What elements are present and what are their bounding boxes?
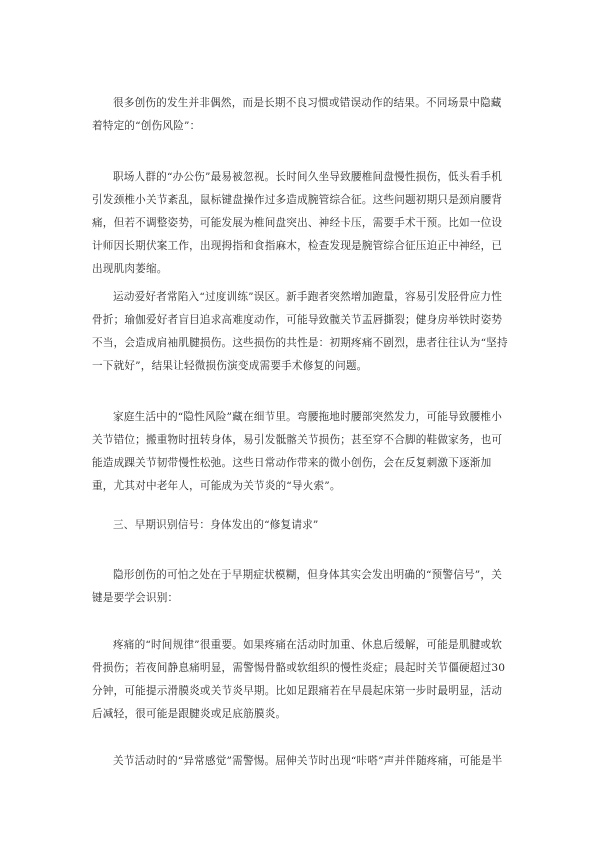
paragraph-text: 运动爱好者常陷入“过度训练”误区。新手跑者突然增加跑量，容易引发胫骨应力性骨折；瑜伽爱好者盲目追求高难度动作，可能导致髋关节盂唇撕裂；健身房举铁时姿势不当，会造成肩袖肌腱损伤。这些损伤的共性是：初期疼痛不剧烈，患者往往认为“坚持一下就好”，结果让轻微损伤演变成需要手术修复的问题。 xyxy=(92,291,508,372)
intro-paragraph xyxy=(92,92,510,138)
joint-sensation-paragraph xyxy=(92,750,510,773)
section-heading: 三、早期识别信号：身体发出的“修复请求” xyxy=(113,519,319,531)
early-signal-intro-paragraph xyxy=(92,564,510,610)
paragraph-text: 家庭生活中的“隐性风险”藏在细节里。弯腰拖地时腰部突然发力，可能导致腰椎小关节错位；搬重物时扭转身体，易引发骶髂关节损伤；甚至穿不合脚的鞋做家务，也可能造成踝关节韧带慢性松弛。这些日常动作带来的微小创伤，会在反复刺激下逐渐加重，尤其对中老年人，可能成为关节炎的“导火索”。 xyxy=(92,411,503,492)
pain-pattern-paragraph xyxy=(92,634,510,726)
paragraph-text: 关节活动时的“异常感觉”需警惕。屈伸关节时出现“咔嗒”声并伴随疼痛，可能是半 xyxy=(113,755,503,767)
sports-injury-paragraph xyxy=(92,286,510,378)
paragraph-text: 职场人群的“办公伤”最易被忽视。长时间久坐导致腰椎间盘慢性损伤，低头看手机引发颈椎小关节紊乱，鼠标键盘操作过多造成腕管综合征。这些问题初期只是颈肩腰背痛，但若不调整姿势，可能发展为椎间盘突出、神经卡压，需要手术干预。比如一位设计师因长期伏案工作，出现拇指和食指麻木，检查发现是腕管综合征压迫正中神经，已出现肌肉萎缩。 xyxy=(92,171,503,275)
paragraph-text: 疼痛的“时间规律”很重要。如果疼痛在活动时加重、休息后缓解，可能是肌腱或软骨损伤；若夜间静息痛明显，需警惕骨骼或软组织的慢性炎症；晨起时关节僵硬超过30分钟，可能提示滑膜炎或关节炎早期。比如足跟痛若在早晨起床第一步时最明显，活动后减轻，很可能是跟腱炎或足底筋膜炎。 xyxy=(92,639,506,720)
paragraph-text: 隐形创伤的可怕之处在于早期症状模糊，但身体其实会发出明确的“预警信号”，关键是要学会识别： xyxy=(92,569,503,604)
office-injury-paragraph xyxy=(92,166,510,281)
home-risk-paragraph xyxy=(92,406,510,498)
paragraph-text: 很多创伤的发生并非偶然，而是长期不良习惯或错误动作的结果。不同场景中隐藏着特定的“创伤风险”： xyxy=(92,97,502,132)
